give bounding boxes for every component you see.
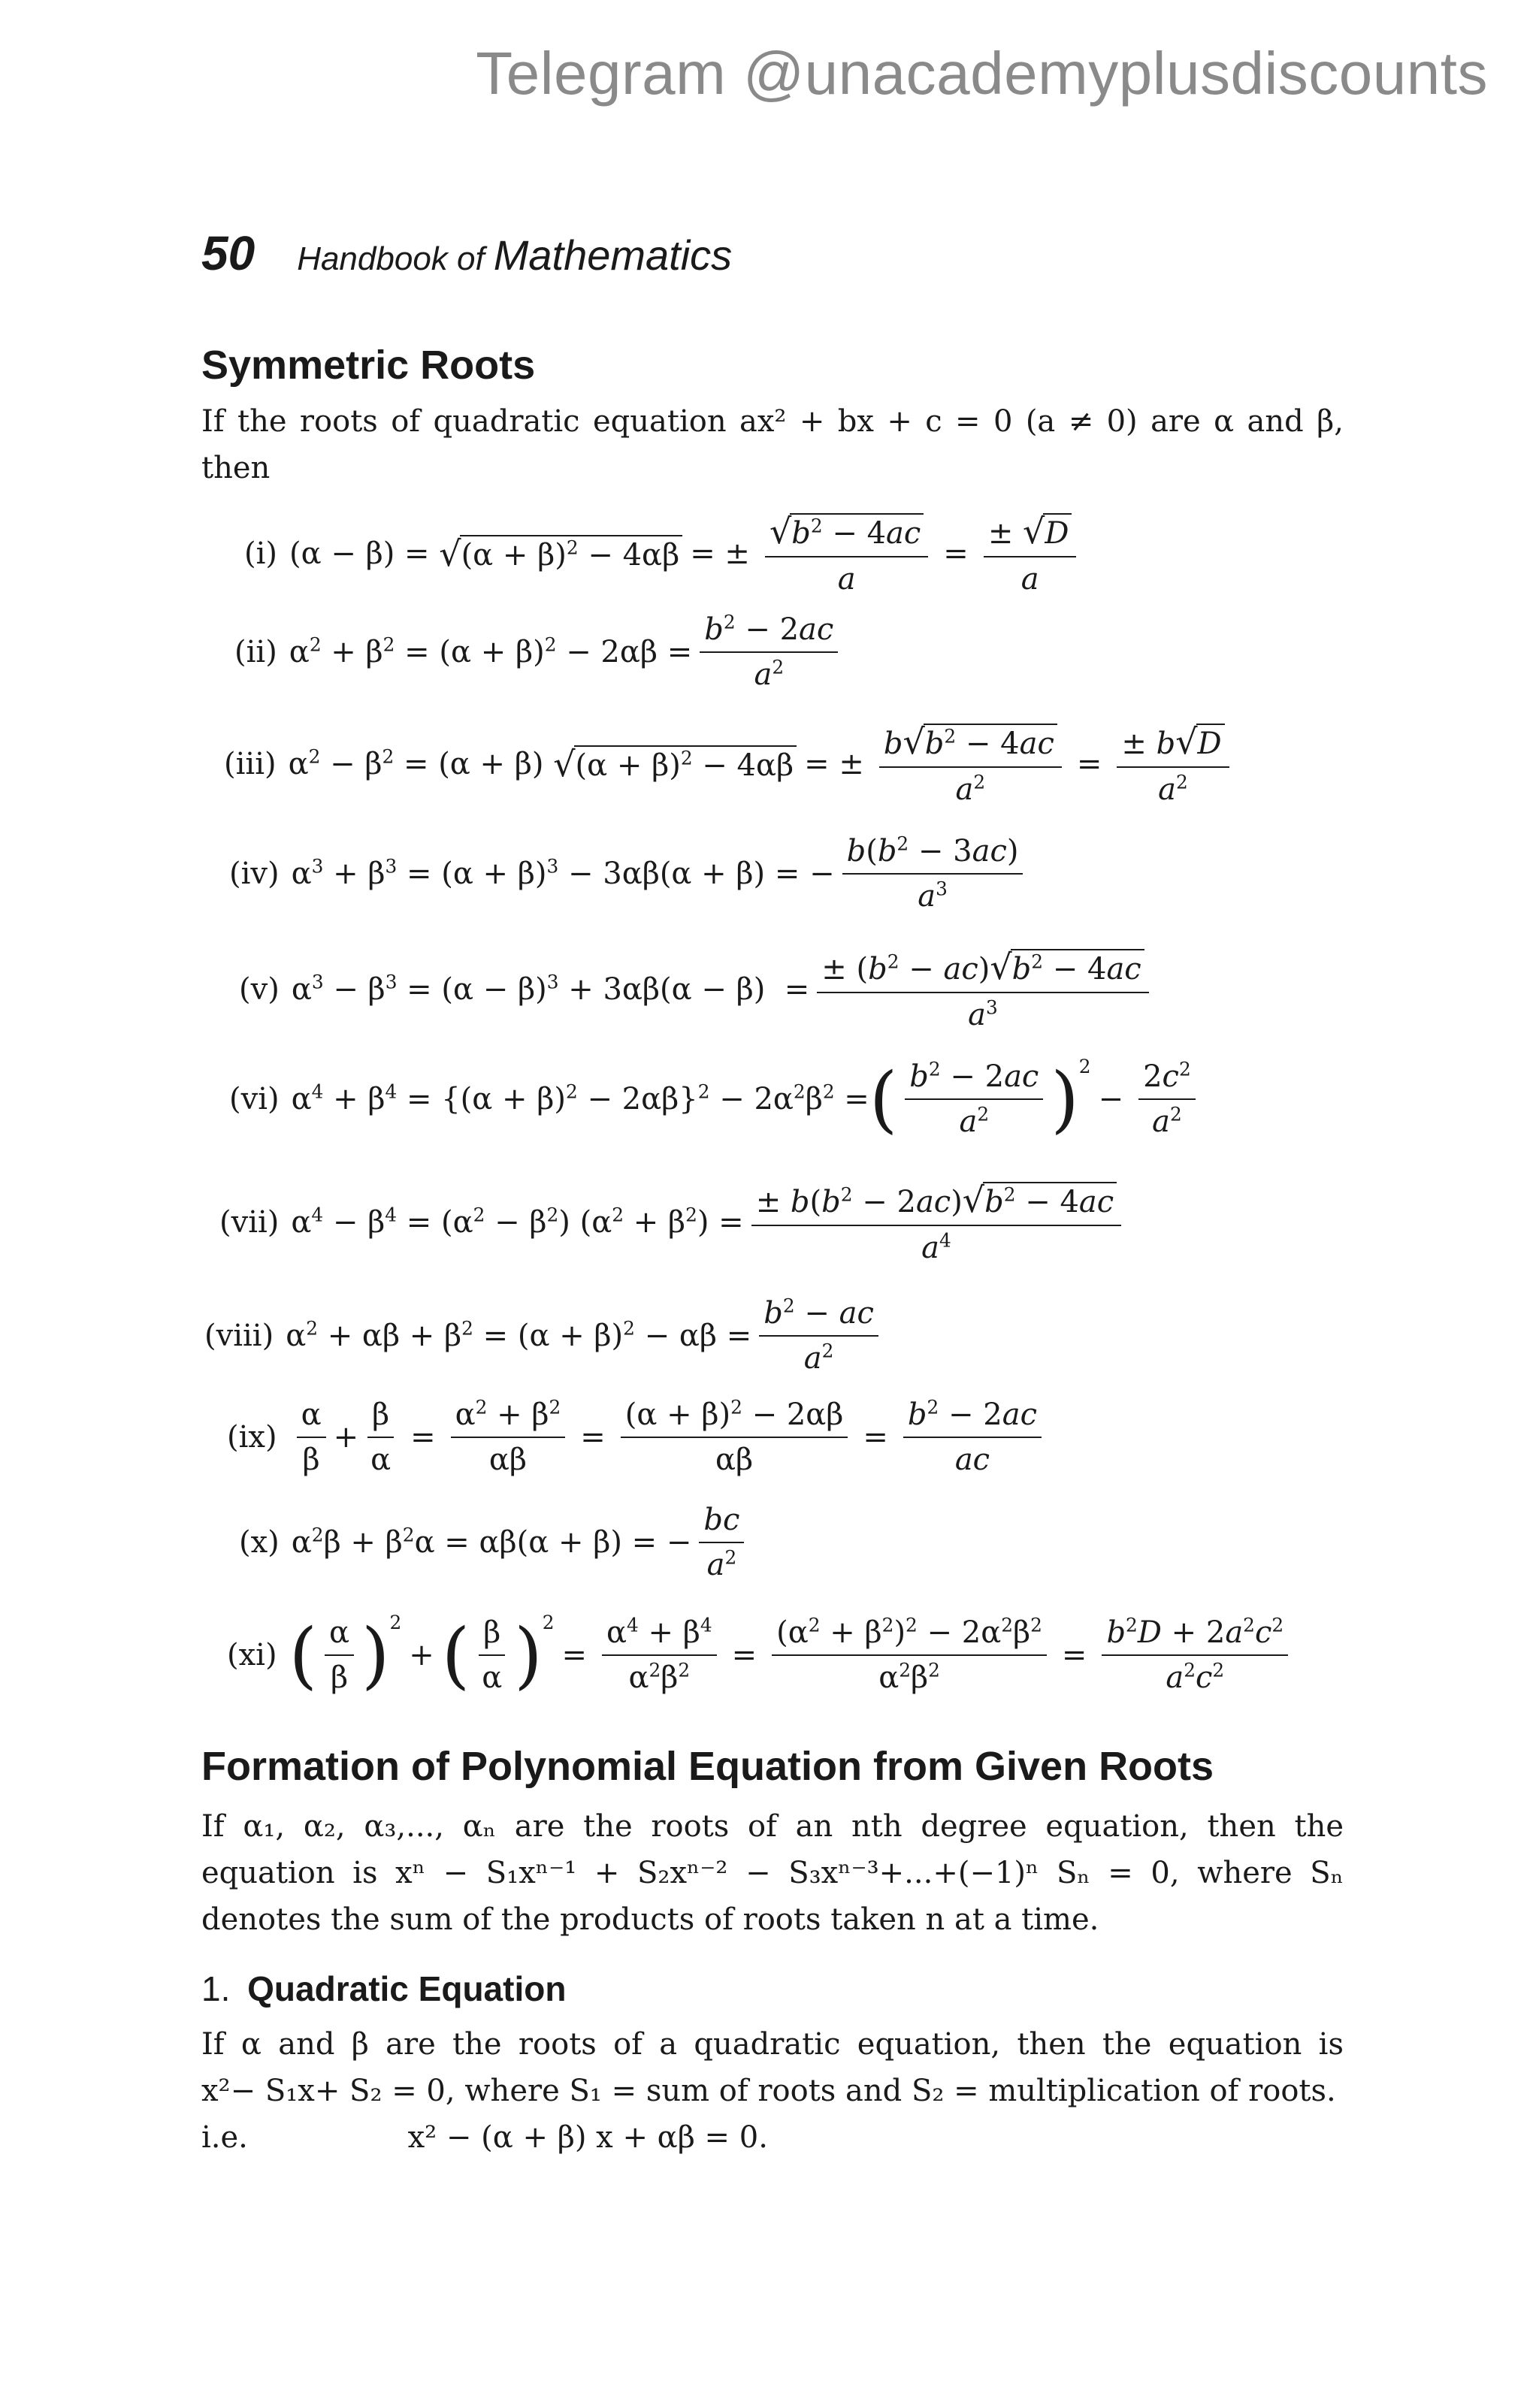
subsection-number: 1. bbox=[201, 1969, 231, 2008]
formula-x: (x) $\alpha^2\beta + \beta^2\alpha = \alpha\beta(\alpha + \beta)$ = − $\frac{bc}{a^2}$ bbox=[239, 1503, 751, 1582]
formula-label: (iv) bbox=[229, 857, 280, 891]
section-heading-symmetric-roots: Symmetric Roots bbox=[201, 343, 536, 388]
formation-line-1: If α₁, α₂, α₃,..., αₙ are the roots of an nth degree equation, then the bbox=[201, 1809, 1344, 1844]
formation-paragraph bbox=[201, 1803, 1344, 1943]
formula-label: (viii) bbox=[204, 1319, 274, 1353]
page-header bbox=[201, 225, 732, 281]
subsection-title: Quadratic Equation bbox=[247, 1969, 567, 2008]
formula-label: (iii) bbox=[224, 747, 277, 781]
formula-label: (xi) bbox=[227, 1638, 277, 1672]
book-title-prefix: Handbook of bbox=[297, 240, 485, 277]
formula-ii: (ii) $\alpha^2 + \beta^2 = (\alpha + \beta)^2 - 2\alpha\beta$ = $\frac{b^2 - 2ac}{a^2}$ bbox=[234, 612, 845, 692]
formula-iii: (iii) $\alpha^2 - \beta^2 = (\alpha + \beta)$ √ $(\alpha + \beta)^2 - 4\alpha\beta$ = ± $\frac{b√b^2 - 4ac}{a^2}$ = $\frac{\pm b√D}{a^2}$ bbox=[224, 721, 1237, 807]
formula-label: (x) bbox=[239, 1525, 280, 1560]
formula-label: (v) bbox=[239, 972, 280, 1007]
ie-equation: x² − (α + β) x + αβ = 0. bbox=[407, 2120, 768, 2155]
intro-line-2: then bbox=[201, 451, 271, 485]
formula-iv: (iv) $\alpha^3 + \beta^3 = (\alpha + \beta)^3 - 3\alpha\beta(\alpha + \beta)$ = − $\frac{b(b^2 - 3ac)}{a^3}$ bbox=[229, 834, 1030, 914]
formula-label: (i) bbox=[244, 536, 278, 571]
intro-line-1: If the roots of quadratic equation ax² + bx + c = 0 (a ≠ 0) are α and β, bbox=[201, 404, 1344, 439]
watermark: Telegram @unacademyplusdiscounts bbox=[476, 40, 1488, 107]
book-title: Mathematics bbox=[493, 231, 733, 279]
formula-viii: (viii) $\alpha^2 + \alpha\beta + \beta^2 = (\alpha + \beta)^2 - \alpha\beta$ = $\frac{b^2 - ac}{a^2}$ bbox=[204, 1296, 886, 1376]
formula-vi: (vi) $\alpha^4 + \beta^4 = \{(\alpha + \beta)^2 - 2\alpha\beta\}^2 - 2\alpha^2\beta^2$ = ( $\frac{b^2 - 2ac}{a^2}$ ) 2 − $\frac{2c^2}{a^2}$ bbox=[229, 1059, 1203, 1139]
page-number: 50 bbox=[201, 226, 255, 280]
formula-label: (ii) bbox=[234, 635, 277, 669]
formula-label: (vi) bbox=[229, 1082, 280, 1116]
quadratic-ie-line bbox=[201, 2114, 1344, 2161]
formula-ix: (ix) $\frac{\alpha}{\beta}$ + $\frac{\beta}{\alpha}$ = $\frac{\alpha^2 + \beta^2}{\alpha\beta}$ = $\frac{(\alpha + \beta)^2 - 2\alpha\beta}{\alpha\beta}$ = $\frac{b^2 - 2ac}{ac}$ bbox=[227, 1397, 1049, 1477]
formula-xi: (xi) ( $\frac{\alpha}{\beta}$ ) 2 + ( $\frac{\beta}{\alpha}$ ) 2 = $\frac{\alpha^4 + \beta^4}{\alpha^2\beta^2}$ = $\frac{(\alpha^2 + \beta^2)^2 - 2\alpha^2\beta^2}{\alpha^2\beta^2}$ = $\frac{b^2D + 2a^2c^2}{a^2c^2}$ bbox=[227, 1615, 1296, 1695]
formation-line-3: denotes the sum of the products of roots taken n at a time. bbox=[201, 1902, 1099, 1937]
formation-line-2: equation is xⁿ − S₁xⁿ⁻¹ + S₂xⁿ⁻² − S₃xⁿ⁻³+...+(−1)ⁿ Sₙ = 0, where Sₙ bbox=[201, 1856, 1344, 1890]
ie-label: i.e. bbox=[201, 2120, 248, 2155]
quadratic-paragraph bbox=[201, 2021, 1344, 2161]
formula-v: (v) $\alpha^3 - \beta^3 = (\alpha - \beta)^3 + 3\alpha\beta(\alpha - \beta)$ = $\frac{\pm (b^2 - ac)√b^2 - 4ac}{a^3}$ bbox=[239, 947, 1157, 1032]
formula-label: (ix) bbox=[227, 1420, 277, 1455]
quadratic-line-1: If α and β are the roots of a quadratic equation, then the equation is bbox=[201, 2027, 1344, 2062]
quadratic-line-2: x²− S₁x+ S₂ = 0, where S₁ = sum of roots and S₂ = multiplication of roots. bbox=[201, 2074, 1336, 2108]
formula-vii: (vii) $\alpha^4 - \beta^4 = (\alpha^2 - \beta^2) (\alpha^2 + \beta^2)$ = $\frac{\pm b(b^2 - 2ac)√b^2 - 4ac}{a^4}$ bbox=[219, 1180, 1129, 1265]
section-heading-formation: Formation of Polynomial Equation from Given Roots bbox=[201, 1744, 1214, 1789]
subsection-heading-quadratic bbox=[201, 1968, 566, 2009]
symmetric-roots-intro bbox=[201, 398, 1344, 491]
formula-i: (i) (α − β) = √ $(\alpha + \beta)^2 - 4\alpha\beta$ = ± $\frac{√b^2 - 4ac}{a}$ = $\frac{\pm √D}{a}$ bbox=[244, 511, 1084, 597]
formula-label: (vii) bbox=[219, 1205, 280, 1240]
